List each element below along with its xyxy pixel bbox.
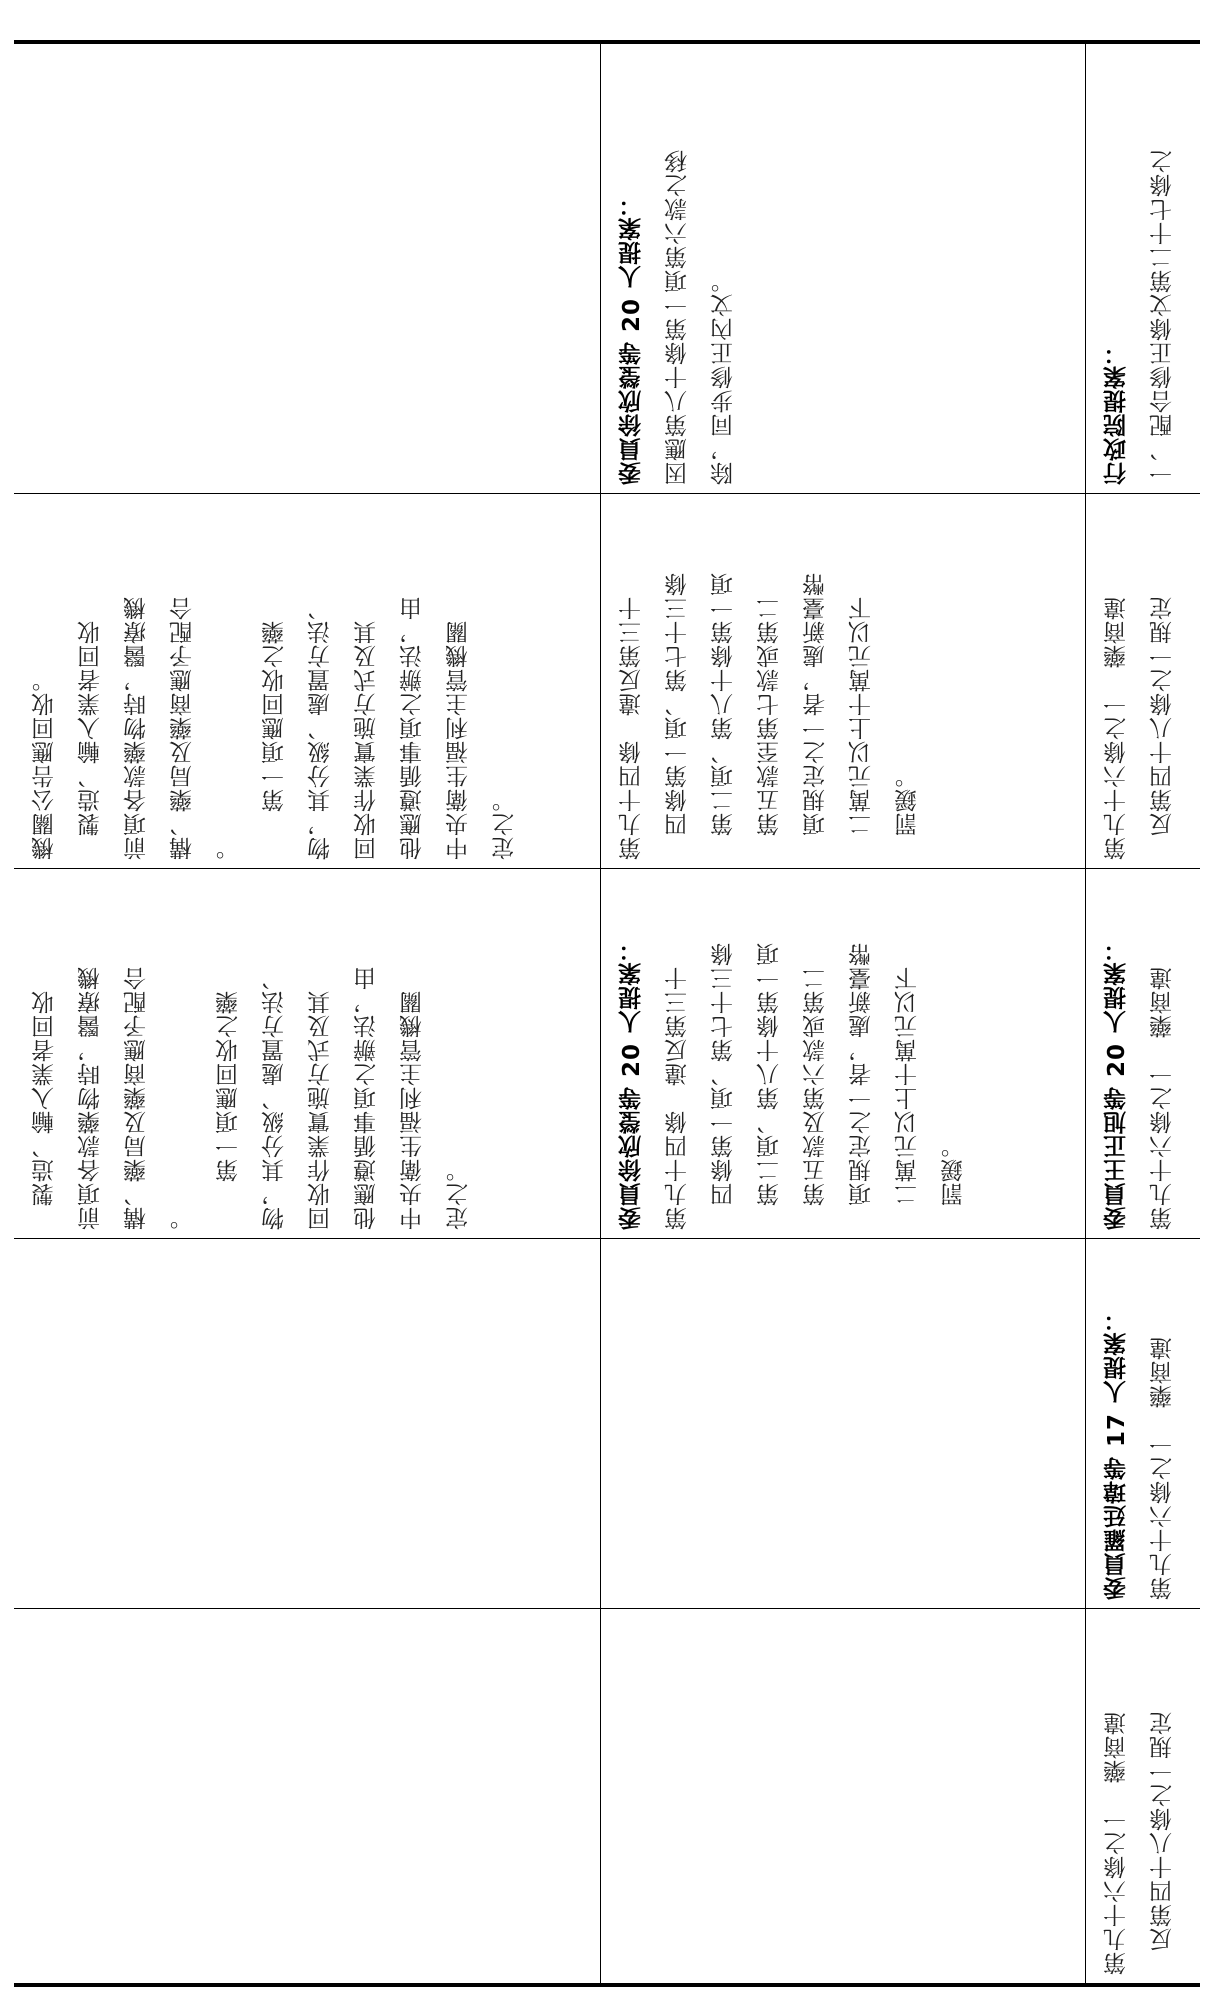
- row1-col-b-cell: [1086, 1239, 1200, 1608]
- proposal-heading: 委員羅廷瑋等 17 人提案：: [1104, 1307, 1130, 1600]
- text-line: 定之。: [492, 788, 518, 860]
- row1-col-a-cell: [1086, 1609, 1200, 1983]
- text-line: 中央衛生福利主管機關: [400, 990, 426, 1230]
- col-divider-3: [14, 1238, 1200, 1239]
- text-line: 回收作業實施方式及其: [354, 620, 380, 860]
- text-line: 物，其分級、處置方法、: [262, 966, 288, 1230]
- row3-col-d-cell: [14, 494, 599, 868]
- text-line: 製造、輸入業者回收: [32, 990, 58, 1230]
- text-line: 除，同步修正內文。: [711, 269, 737, 485]
- table-bottom-border: [14, 1983, 1200, 1987]
- text-line: 項規定之一者，處新臺幣: [803, 572, 829, 860]
- text-line: 項規定之一者，處新臺幣: [849, 942, 875, 1230]
- text-line: 因應第八十條第一項第六款之移: [665, 149, 691, 485]
- text-line: 罰鍰。: [895, 764, 921, 860]
- text-line: 第九十四條 違反第三十: [619, 596, 645, 860]
- text-line: 構、藥局及藥商應予配合: [124, 966, 150, 1230]
- text-line: 第二項、第八十條第一項: [757, 942, 783, 1230]
- text-line: 回收作業實施方式及其: [308, 990, 334, 1230]
- text-line: 第一項應回收之藥: [216, 990, 242, 1230]
- proposal-heading: 行政院提案：: [1104, 341, 1130, 485]
- row1-col-e-cell: [1086, 44, 1200, 493]
- text-line: 前項各款藥物時，醫療機: [78, 966, 104, 1230]
- text-line: 二萬元以上十萬元以下: [895, 966, 921, 1230]
- text-line: 第九十六條之一 藥商違: [1104, 1711, 1130, 1975]
- text-line: 第九十六條之一 藥商違: [1104, 596, 1130, 860]
- proposal-heading: 委員徐欣瑩等 20 人提案：: [619, 937, 645, 1230]
- col-divider-4: [14, 1608, 1200, 1609]
- text-line: 前項各款藥物時，醫療機: [124, 596, 150, 860]
- proposal-heading: 委員徐欣瑩等 20 人提案：: [619, 192, 645, 485]
- text-line: 第九十六條之一 藥商違: [1150, 1336, 1176, 1600]
- row1-col-d-cell: [1086, 494, 1200, 868]
- text-line: 定之。: [446, 1158, 472, 1230]
- text-line: 中央衛生福利主管機關: [446, 620, 472, 860]
- text-line: 二萬元以上十萬元以下: [849, 596, 875, 860]
- text-line: 他應遵循事項之辦法，由: [400, 596, 426, 860]
- text-line: 第九十四條 違反第三十: [665, 966, 691, 1230]
- text-line: 四條第一項、第七十三條: [711, 942, 737, 1230]
- proposal-heading: 委員王正旭等 20 人提案：: [1104, 937, 1130, 1230]
- text-line: 第五款及第六款或第二: [803, 966, 829, 1230]
- row1-col-c-cell: [1086, 869, 1200, 1238]
- text-line: 第九十六條之一 藥商違: [1150, 966, 1176, 1230]
- text-line: 物，其分級、處置方法、: [308, 596, 334, 860]
- text-line: 第二項、第八十條第一項: [711, 572, 737, 860]
- text-line: 。: [170, 1206, 196, 1230]
- row2-col-d-cell: [601, 494, 1084, 868]
- text-line: 製造、輸入業者回收: [78, 620, 104, 860]
- row2-col-e-cell: [601, 44, 1084, 493]
- text-line: 他應遵循事項之辦法，由: [354, 966, 380, 1230]
- text-line: 四條第一項、第七十三條: [665, 572, 691, 860]
- text-line: 第一項應回收之藥: [262, 620, 288, 860]
- text-line: 。: [216, 836, 242, 860]
- text-line: 構、藥局及藥商應予配合: [170, 596, 196, 860]
- text-line: 反第四十八條之一規定: [1150, 1711, 1176, 1975]
- row3-col-c-cell: [14, 869, 599, 1238]
- text-line: 反第四十八條之一規定: [1150, 596, 1176, 860]
- row2-col-c-cell: [601, 869, 1084, 1238]
- text-line: 機關公告應回收。: [32, 668, 58, 860]
- text-line: 第五款至第七款或第二: [757, 596, 783, 860]
- text-line: 罰鍰。: [941, 1134, 967, 1230]
- text-line: 一、配合修正條文第二十七條之: [1150, 149, 1176, 485]
